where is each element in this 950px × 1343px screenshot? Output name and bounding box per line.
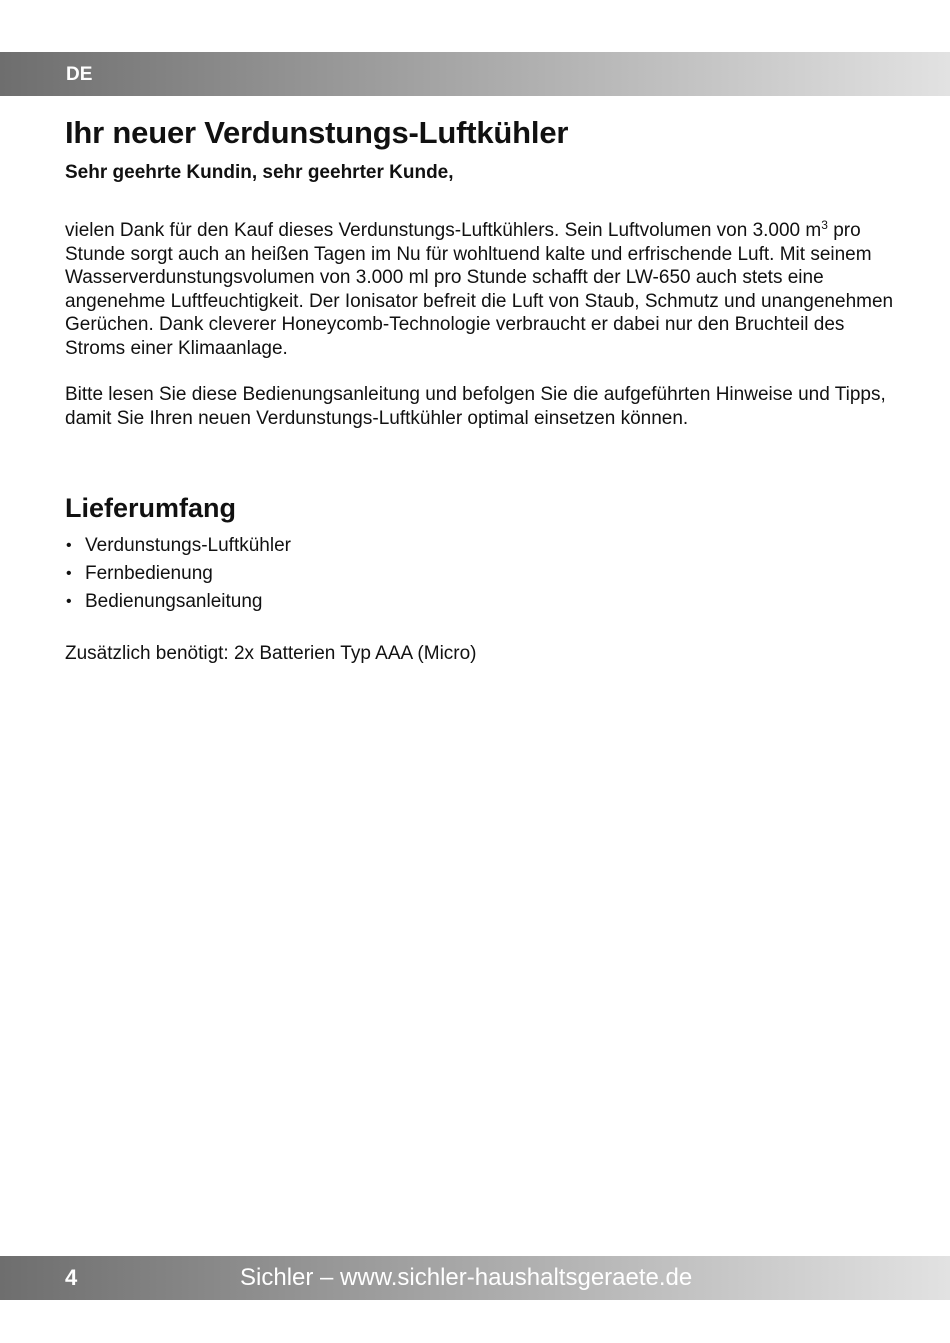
intro-text-part-2: pro Stunde sorgt auch an heißen Tagen im Nu für wohltuend kalte und erfrischende Luft. Mit seinem Wasserverdunstungsvolumen von 3.000 ml pro Stunde schafft der LW-650 auch stets eine angenehme Luftfeuchtigkeit. Der Ionisator befreit die Luft von Staub, Schmutz und unangenehmen Gerüchen. Dank cleverer Honeycomb-Technologie verbraucht er dabei nur den Bruchteil des Stroms einer Klimaanlage.: [65, 220, 894, 359]
list-item-label: Fernbedienung: [85, 563, 213, 584]
page-title: Ihr neuer Verdunstungs-Luftkühler: [65, 115, 569, 150]
footer-bar: [0, 1256, 950, 1300]
language-tag: DE: [66, 64, 93, 85]
bullet-icon: •: [66, 537, 72, 554]
intro-paragraph-2: Bitte lesen Sie diese Bedienungsanleitung und befolgen Sie die aufgeführten Hinweise und Tipps, damit Sie Ihren neuen Verdunstungs-Luftkühler optimal einsetzen können.: [65, 384, 886, 429]
bullet-icon: •: [66, 565, 72, 582]
superscript-3: 3: [821, 218, 828, 232]
list-item-label: Bedienungsanleitung: [85, 591, 263, 612]
footer-website: Sichler – www.sichler-haushaltsgeraete.de: [240, 1264, 693, 1291]
list-item: [65, 532, 895, 560]
page-content: [65, 113, 895, 666]
list-item: [65, 588, 895, 616]
intro-paragraph-1: [65, 219, 895, 360]
page-number: 4: [65, 1265, 78, 1290]
delivery-list: [65, 532, 895, 616]
additional-requirements: Zusätzlich benötigt: 2x Batterien Typ AAA (Micro): [65, 643, 477, 664]
list-item: [65, 560, 895, 588]
bullet-icon: •: [66, 593, 72, 610]
intro-text-part-1: vielen Dank für den Kauf dieses Verdunstungs-Luftkühlers. Sein Luftvolumen von 3.000 m: [65, 220, 822, 241]
header-bar: [0, 52, 950, 96]
list-item-label: Verdunstungs-Luftkühler: [85, 535, 291, 556]
section-heading-delivery: Lieferumfang: [65, 493, 237, 523]
salutation: Sehr geehrte Kundin, sehr geehrter Kunde,: [65, 162, 454, 183]
